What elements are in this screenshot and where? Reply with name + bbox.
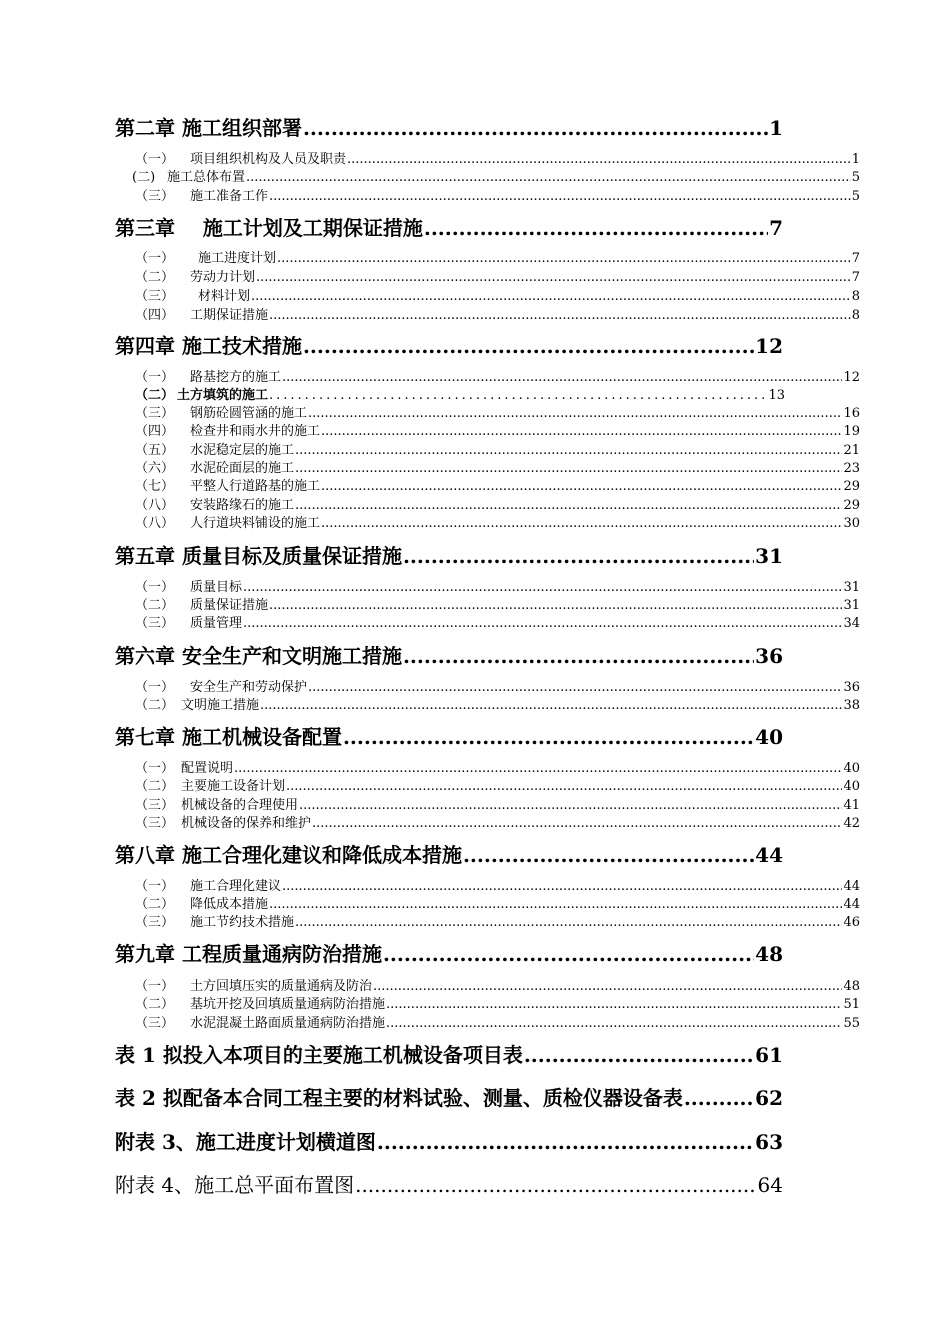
leader-dots (269, 308, 851, 323)
toc-title: 基坑开挖及回填质量通病防治措施 (190, 997, 386, 1012)
leader-dots (303, 334, 754, 358)
toc-page: 48 (843, 979, 860, 994)
toc-title: 施工节约技术措施 (190, 915, 295, 930)
leader-dots (286, 779, 842, 794)
leader-dots (269, 189, 851, 204)
toc-page: 41 (843, 798, 860, 813)
toc-num: （三） (135, 189, 175, 204)
leader-dots (308, 680, 842, 695)
toc-entry[interactable] (135, 1012, 860, 1031)
leader-dots (403, 644, 754, 668)
toc-title: 水泥稳定层的施工 (190, 443, 295, 458)
toc-title: 附表 4、施工总平面布置图 (115, 1173, 355, 1197)
toc-chapter-3[interactable] (115, 212, 783, 241)
toc-title: 水泥混凝土路面质量通病防治措施 (190, 1016, 386, 1031)
toc-title: 第八章 施工合理化建议和降低成本措施 (115, 843, 462, 867)
toc-page: 31 (843, 598, 860, 613)
leader-dots (246, 170, 851, 185)
toc-num: （四） (135, 424, 175, 439)
leader-dots (386, 997, 842, 1012)
toc-table-1[interactable] (115, 1039, 783, 1068)
toc-num: （四） (135, 308, 175, 323)
leader-dots (251, 289, 851, 304)
leader-dots (424, 216, 768, 240)
toc-title: 土方填筑的施工 (177, 388, 269, 403)
toc-num: （三） (135, 1016, 175, 1031)
toc-entry[interactable] (135, 694, 860, 713)
toc-title: 配置说明 (181, 761, 234, 776)
toc-entry[interactable] (135, 247, 860, 266)
toc-title: 第四章 施工技术措施 (115, 334, 302, 358)
leader-dots (463, 843, 754, 867)
toc-entry[interactable] (132, 166, 860, 185)
toc-entry[interactable] (135, 893, 860, 912)
toc-num: （一） (135, 580, 175, 595)
toc-num: （三） (135, 915, 175, 930)
leader-dots (295, 443, 842, 458)
leader-dots (260, 698, 842, 713)
toc-entry[interactable] (135, 439, 860, 458)
leader-dots (282, 370, 842, 385)
leader-dots (524, 1043, 754, 1067)
toc-chapter-4[interactable] (115, 330, 783, 359)
toc-num: （二） (135, 388, 175, 403)
toc-page: 29 (843, 498, 860, 513)
toc-page: 21 (843, 443, 860, 458)
toc-page: 64 (757, 1173, 783, 1197)
toc-appendix-4[interactable] (115, 1169, 783, 1198)
leader-dots (234, 761, 842, 776)
toc-entry[interactable] (135, 612, 860, 631)
toc-num: （三） (135, 798, 175, 813)
leader-dots (377, 1130, 754, 1154)
toc-title: 项目组织机构及人员及职责 (190, 152, 347, 167)
toc-page: 36 (843, 680, 860, 695)
toc-entry[interactable] (135, 875, 860, 894)
toc-num: （三） (135, 289, 175, 304)
toc-entry[interactable] (135, 794, 860, 813)
toc-page: 63 (755, 1130, 783, 1154)
toc-entry[interactable] (135, 911, 860, 930)
toc-num: （五） (135, 443, 175, 458)
toc-chapter-7[interactable] (115, 721, 783, 750)
toc-title: 降低成本措施 (190, 897, 269, 912)
toc-num: （六） (135, 461, 175, 476)
toc-num: （一） (135, 251, 175, 266)
toc-title: 平整人行道路基的施工 (190, 479, 321, 494)
toc-title: 施工总体布置 (167, 170, 246, 185)
toc-page: 1 (769, 116, 783, 140)
toc-title: 施工进度计划 (198, 251, 277, 266)
toc-entry[interactable] (135, 775, 860, 794)
leader-dots (282, 879, 842, 894)
toc-page: 8 (851, 308, 860, 323)
toc-num: （一） (135, 152, 175, 167)
toc-title: 质量保证措施 (190, 598, 269, 613)
toc-page: 12 (843, 370, 860, 385)
toc-entry[interactable] (135, 494, 860, 513)
toc-page: 34 (843, 616, 860, 631)
toc-chapter-2[interactable] (115, 112, 783, 141)
toc-page: 55 (843, 1016, 860, 1031)
leader-dots (383, 942, 754, 966)
leader-dots (355, 1173, 756, 1197)
toc-num: （二） (135, 270, 175, 285)
toc-entry[interactable] (135, 402, 860, 421)
toc-title: 主要施工设备计划 (181, 779, 286, 794)
toc-title: 安全生产和劳动保护 (190, 680, 308, 695)
toc-page: 29 (843, 479, 860, 494)
toc-num: （三） (135, 616, 175, 631)
toc-entry[interactable] (135, 148, 860, 167)
toc-chapter-9[interactable] (115, 938, 783, 967)
leader-dots (321, 424, 842, 439)
leader-dots (256, 270, 851, 285)
toc-title: 第二章 施工组织部署 (115, 116, 302, 140)
toc-num: （一） (135, 879, 175, 894)
toc-page: 40 (755, 725, 783, 749)
toc-title: 附表 3、施工进度计划横道图 (115, 1130, 376, 1154)
toc-num: （二） (135, 779, 175, 794)
toc-page: 7 (769, 216, 783, 240)
toc-entry[interactable] (135, 384, 785, 403)
leader-dots (269, 598, 842, 613)
leader-dots (312, 816, 842, 831)
toc-page: 36 (755, 644, 783, 668)
leader-dots (277, 251, 851, 266)
toc-page: 7 (851, 251, 860, 266)
toc-entry[interactable] (135, 975, 860, 994)
leader-dots (243, 616, 842, 631)
toc-title: 第六章 安全生产和文明施工措施 (115, 644, 402, 668)
leader-dots (295, 461, 842, 476)
leader-dots (684, 1086, 754, 1110)
toc-chapter-6[interactable] (115, 640, 783, 669)
toc-title: 表 1 拟投入本项目的主要施工机械设备项目表 (115, 1043, 523, 1067)
toc-entry[interactable] (135, 266, 860, 285)
toc-entry[interactable] (135, 757, 860, 776)
toc-title: 钢筋砼圆管涵的施工 (190, 406, 308, 421)
toc-entry[interactable] (135, 594, 860, 613)
toc-num: （二） (135, 997, 175, 1012)
toc-page: 7 (851, 270, 860, 285)
toc-num: （二） (135, 598, 175, 613)
leader-dots (295, 915, 842, 930)
toc-title: 文明施工措施 (181, 698, 260, 713)
toc-title: 路基挖方的施工 (190, 370, 282, 385)
toc-entry[interactable] (135, 420, 860, 439)
toc-page: 19 (843, 424, 860, 439)
toc-page: 51 (843, 997, 860, 1012)
toc-entry[interactable] (135, 993, 860, 1012)
toc-num: (二) (132, 170, 156, 185)
toc-num: （一） (135, 680, 175, 695)
toc-title: 施工合理化建议 (190, 879, 282, 894)
toc-title: 劳动力计划 (190, 270, 256, 285)
toc-title: 检查井和雨水井的施工 (190, 424, 321, 439)
leader-dots (269, 897, 842, 912)
leader-dots (295, 498, 842, 513)
toc-title: 工期保证措施 (190, 308, 269, 323)
toc-page: 44 (755, 843, 783, 867)
toc-title: 第三章 施工计划及工期保证措施 (115, 216, 423, 240)
toc-page: 31 (755, 544, 783, 568)
toc-page: 5 (851, 170, 860, 185)
toc-entry[interactable] (135, 366, 860, 385)
toc-page: 40 (843, 779, 860, 794)
leader-dots (343, 725, 754, 749)
leader-dots (347, 152, 851, 167)
toc-page: 16 (843, 406, 860, 421)
toc-entry[interactable] (135, 304, 860, 323)
toc-table-2[interactable] (115, 1082, 783, 1111)
toc-page: 23 (843, 461, 860, 476)
toc-title: 安装路缘石的施工 (190, 498, 295, 513)
toc-chapter-8[interactable] (115, 839, 783, 868)
toc-page: 42 (843, 816, 860, 831)
toc-title: 施工准备工作 (190, 189, 269, 204)
toc-entry[interactable] (135, 812, 860, 831)
toc-page: 61 (755, 1043, 783, 1067)
leader-dots (243, 580, 842, 595)
toc-page: 13 (768, 388, 785, 403)
toc-title: 水泥砼面层的施工 (190, 461, 295, 476)
leader-dots (308, 406, 842, 421)
toc-title: 表 2 拟配备本合同工程主要的材料试验、测量、质检仪器设备表 (115, 1086, 683, 1110)
toc-num: （八） (135, 516, 175, 531)
toc-num: （二） (135, 698, 175, 713)
toc-entry[interactable] (135, 676, 860, 695)
toc-chapter-5[interactable] (115, 540, 783, 569)
toc-title: 第九章 工程质量通病防治措施 (115, 942, 382, 966)
toc-page: 1 (851, 152, 860, 167)
leader-dots (386, 1016, 842, 1031)
toc-num: （一） (135, 761, 175, 776)
toc-title: 人行道块料铺设的施工 (190, 516, 321, 531)
toc-title: 机械设备的合理使用 (181, 798, 299, 813)
toc-page: 31 (843, 580, 860, 595)
toc-page: 48 (755, 942, 783, 966)
toc-entry[interactable] (135, 457, 860, 476)
toc-page: 46 (843, 915, 860, 930)
leader-dots (269, 388, 767, 403)
leader-dots (373, 979, 842, 994)
leader-dots (299, 798, 842, 813)
toc-page: 30 (843, 516, 860, 531)
toc-title: 第五章 质量目标及质量保证措施 (115, 544, 402, 568)
toc-num: （二） (135, 897, 175, 912)
toc-num: （一） (135, 979, 175, 994)
toc-title: 机械设备的保养和维护 (181, 816, 312, 831)
toc-page: 40 (843, 761, 860, 776)
toc-title: 材料计划 (198, 289, 251, 304)
toc-entry[interactable] (135, 185, 860, 204)
leader-dots (303, 116, 768, 140)
toc-title: 土方回填压实的质量通病及防治 (190, 979, 373, 994)
toc-num: （一） (135, 370, 175, 385)
toc-page: 44 (843, 879, 860, 894)
toc-title: 质量管理 (190, 616, 243, 631)
toc-page: 8 (851, 289, 860, 304)
toc-entry[interactable] (135, 576, 860, 595)
toc-num: （七） (135, 479, 175, 494)
toc-num: （八） (135, 498, 175, 513)
toc-entry[interactable] (135, 285, 860, 304)
toc-title: 质量目标 (190, 580, 243, 595)
toc-entry[interactable] (135, 475, 860, 494)
toc-num: （三） (135, 406, 175, 421)
leader-dots (321, 479, 842, 494)
toc-page: 44 (843, 897, 860, 912)
leader-dots (403, 544, 754, 568)
toc-num: （三） (135, 816, 175, 831)
toc-page: 12 (755, 334, 783, 358)
toc-page: 5 (851, 189, 860, 204)
toc-appendix-3[interactable] (115, 1126, 783, 1155)
toc-entry[interactable] (135, 512, 860, 531)
toc-page: 38 (843, 698, 860, 713)
leader-dots (321, 516, 842, 531)
toc-title: 第七章 施工机械设备配置 (115, 725, 342, 749)
toc-page: 62 (755, 1086, 783, 1110)
